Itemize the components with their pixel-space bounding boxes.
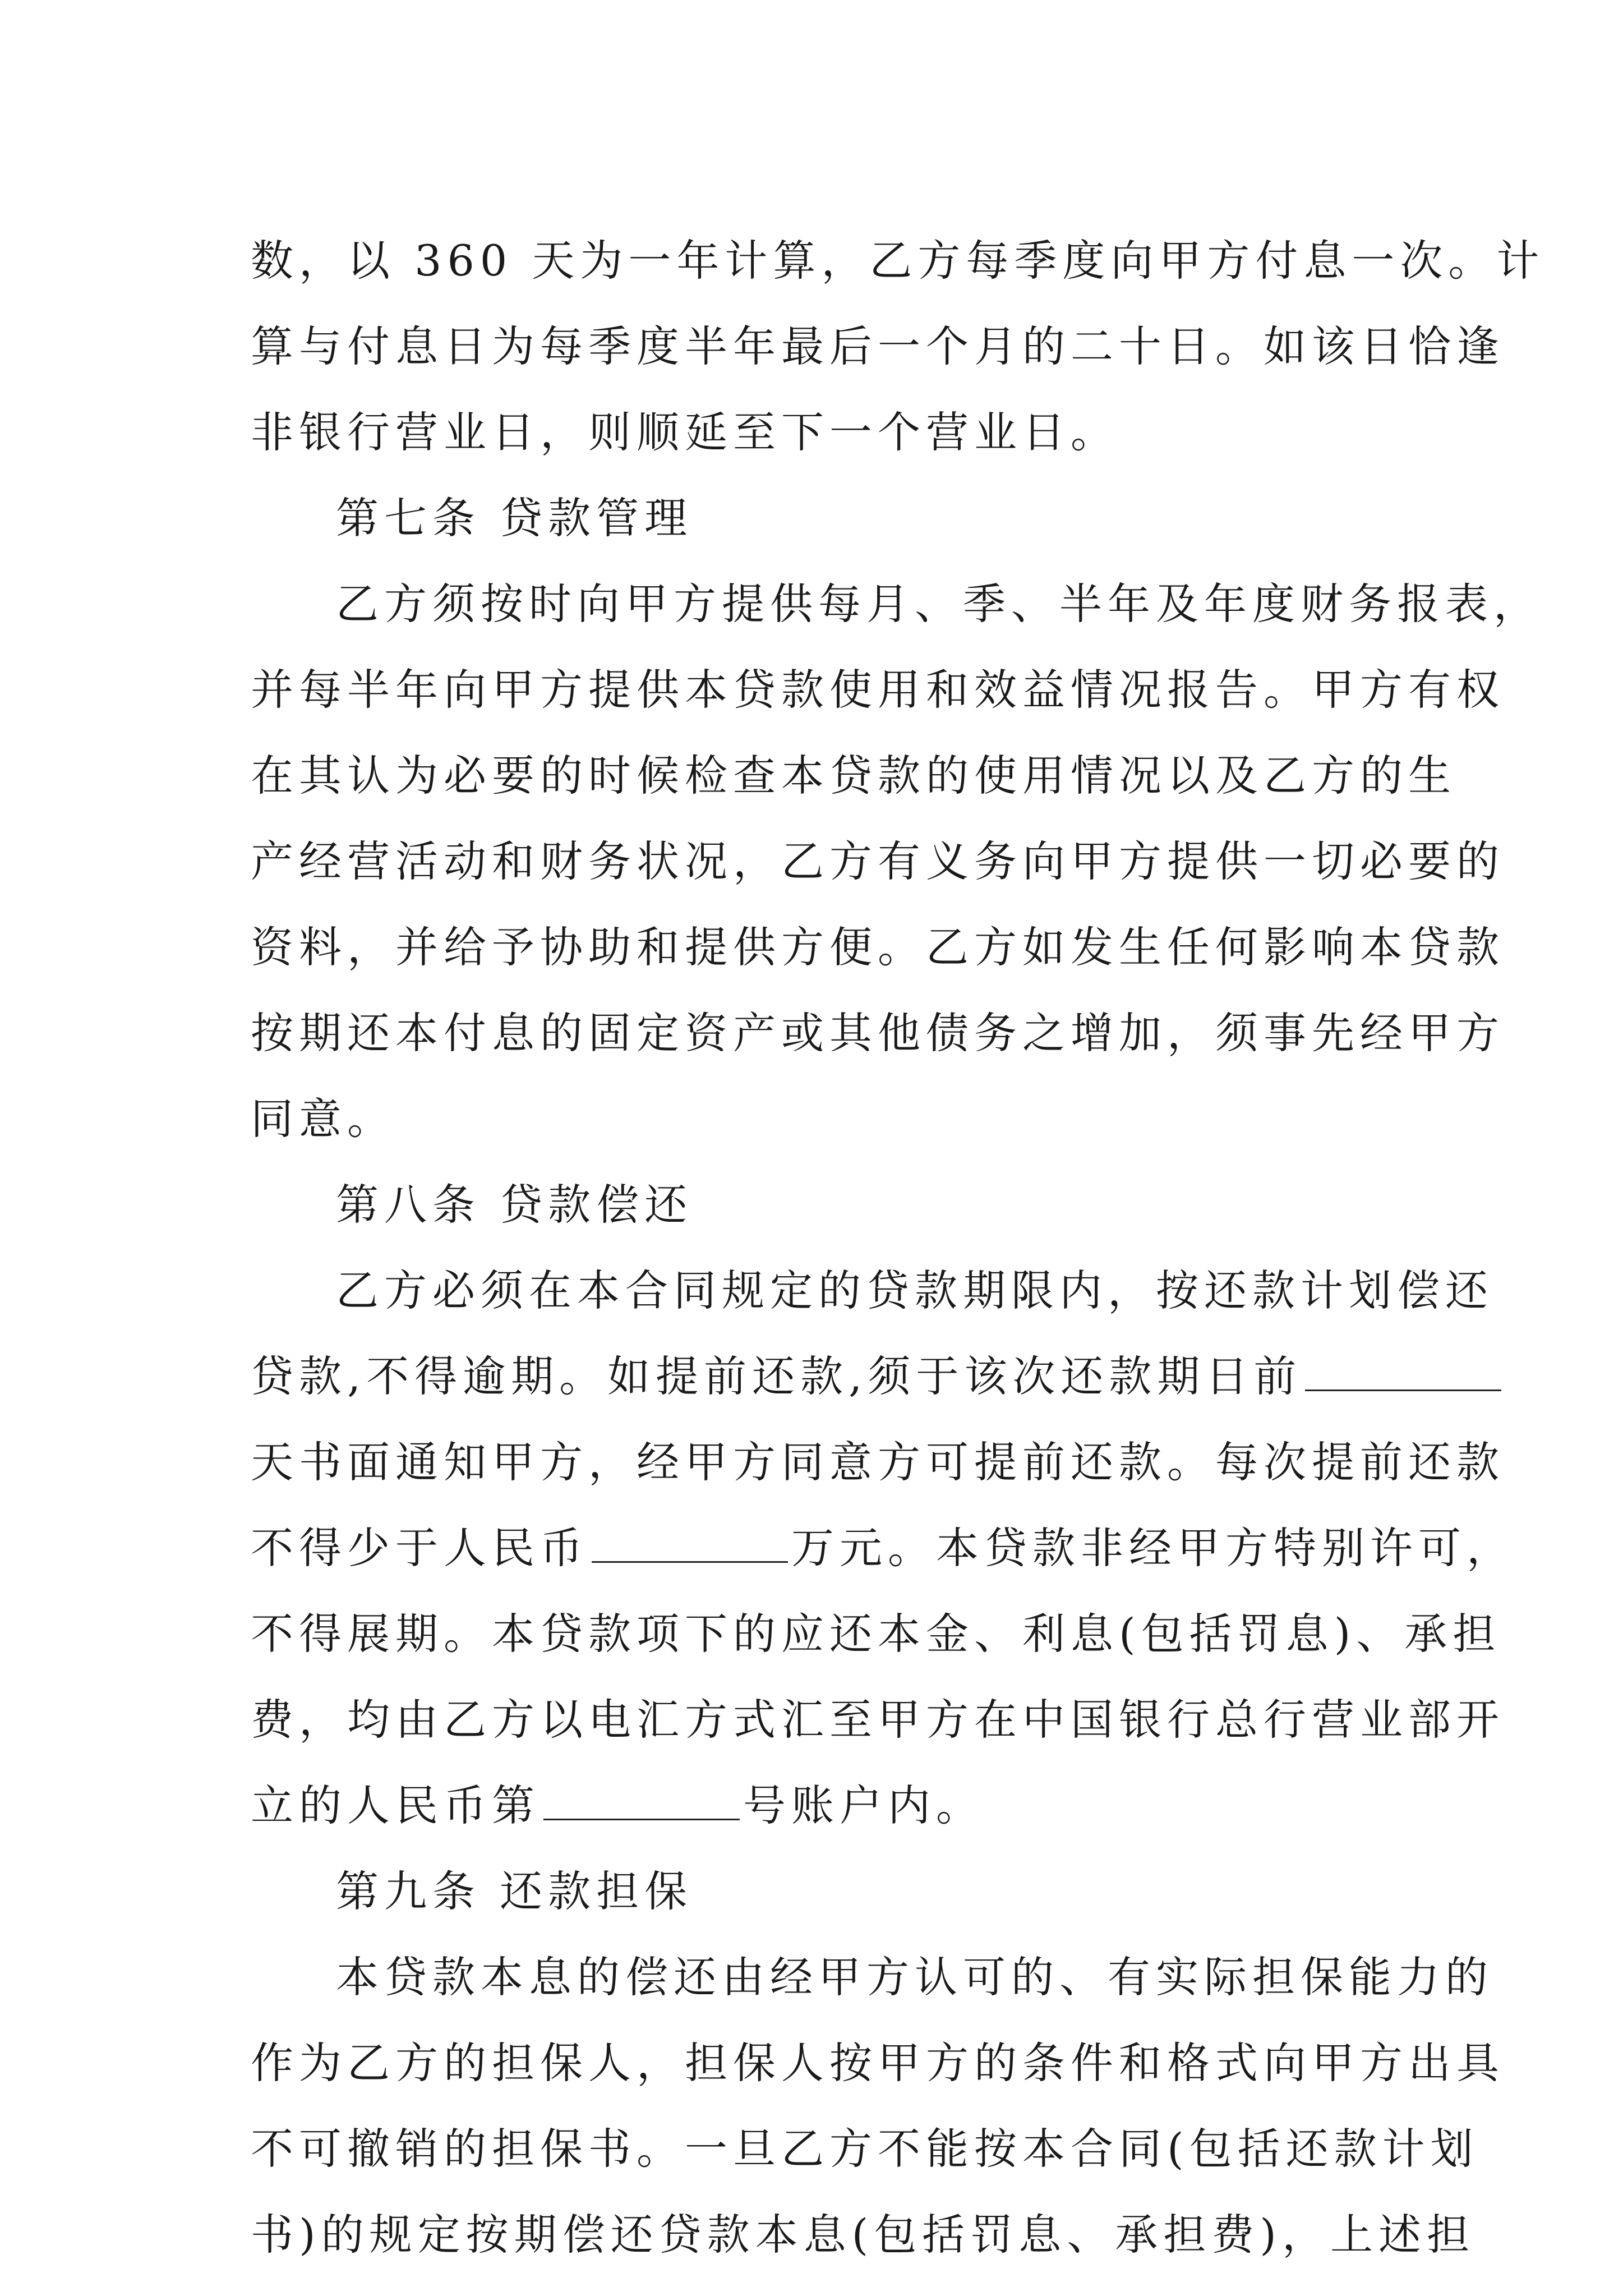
- text-line-with-blank: [251, 1333, 1395, 1419]
- article-9-heading: 第九条 还款担保: [336, 1866, 693, 1916]
- text-line: 乙方必须在本合同规定的贷款期限内，按还款计划偿还: [336, 1266, 1493, 1315]
- text-line: 乙方须按时向甲方提供每月、季、半年及年度财务报表，: [336, 579, 1542, 629]
- text-line: 并每半年向甲方提供本贷款使用和效益情况报告。甲方有权: [251, 665, 1505, 715]
- text-line: 在其认为必要的时候检查本贷款的使用情况以及乙方的生: [251, 751, 1456, 800]
- text-line: 产经营活动和财务状况，乙方有义务向甲方提供一切必要的: [251, 836, 1505, 886]
- text-line-with-blank: [251, 1505, 1515, 1591]
- line-tail: 号账户内。: [743, 1780, 984, 1830]
- line-text: 立的人民币第: [251, 1780, 540, 1830]
- text-line: 不可撤销的担保书。一旦乙方不能按本合同(包括还款计划: [251, 2124, 1479, 2174]
- text-line: 非银行营业日，则顺延至下一个营业日。: [251, 407, 1119, 457]
- text-line: 费，均由乙方以电汇方式汇至甲方在中国银行总行营业部开: [251, 1695, 1505, 1745]
- line-text: 不得少于人民币: [251, 1523, 588, 1573]
- text-line: 按期还本付息的固定资产或其他债务之增加，须事先经甲方: [251, 1008, 1505, 1058]
- text-line: 数，以 360 天为一年计算，乙方每季度向甲方付息一次。计: [251, 236, 1545, 286]
- line-tail: 万元。本贷款非经甲方特别许可，: [791, 1523, 1515, 1573]
- blank-field-days: [1305, 1352, 1501, 1391]
- article-8-heading: 第八条 贷款偿还: [336, 1180, 693, 1230]
- text-line: 天书面通知甲方，经甲方同意方可提前还款。每次提前还款: [251, 1437, 1505, 1487]
- text-line: 作为乙方的担保人，担保人按甲方的条件和格式向甲方出具: [251, 2038, 1505, 2088]
- text-line: 书)的规定按期偿还贷款本息(包括罚息、承担费)，上述担: [251, 2210, 1475, 2260]
- text-line-with-blank: [251, 1763, 1395, 1848]
- text-line: 本贷款本息的偿还由经甲方认可的、有实际担保能力的: [336, 1952, 1493, 2002]
- line-text: 贷款,不得逾期。如提前还款,须于该次还款期日前: [251, 1351, 1302, 1401]
- contract-text: [251, 218, 1545, 2277]
- blank-field-amount: [592, 1524, 788, 1563]
- blank-field-account: [543, 1782, 740, 1820]
- text-line: 算与付息日为每季度半年最后一个月的二十日。如该日恰逢: [251, 321, 1505, 371]
- article-7-heading: 第七条 贷款管理: [336, 493, 693, 543]
- text-line: 同意。: [251, 1094, 395, 1144]
- text-line: 资料，并给予协助和提供方便。乙方如发生任何影响本贷款: [251, 922, 1505, 972]
- text-line: 不得展期。本贷款项下的应还本金、利息(包括罚息)、承担: [251, 1609, 1501, 1659]
